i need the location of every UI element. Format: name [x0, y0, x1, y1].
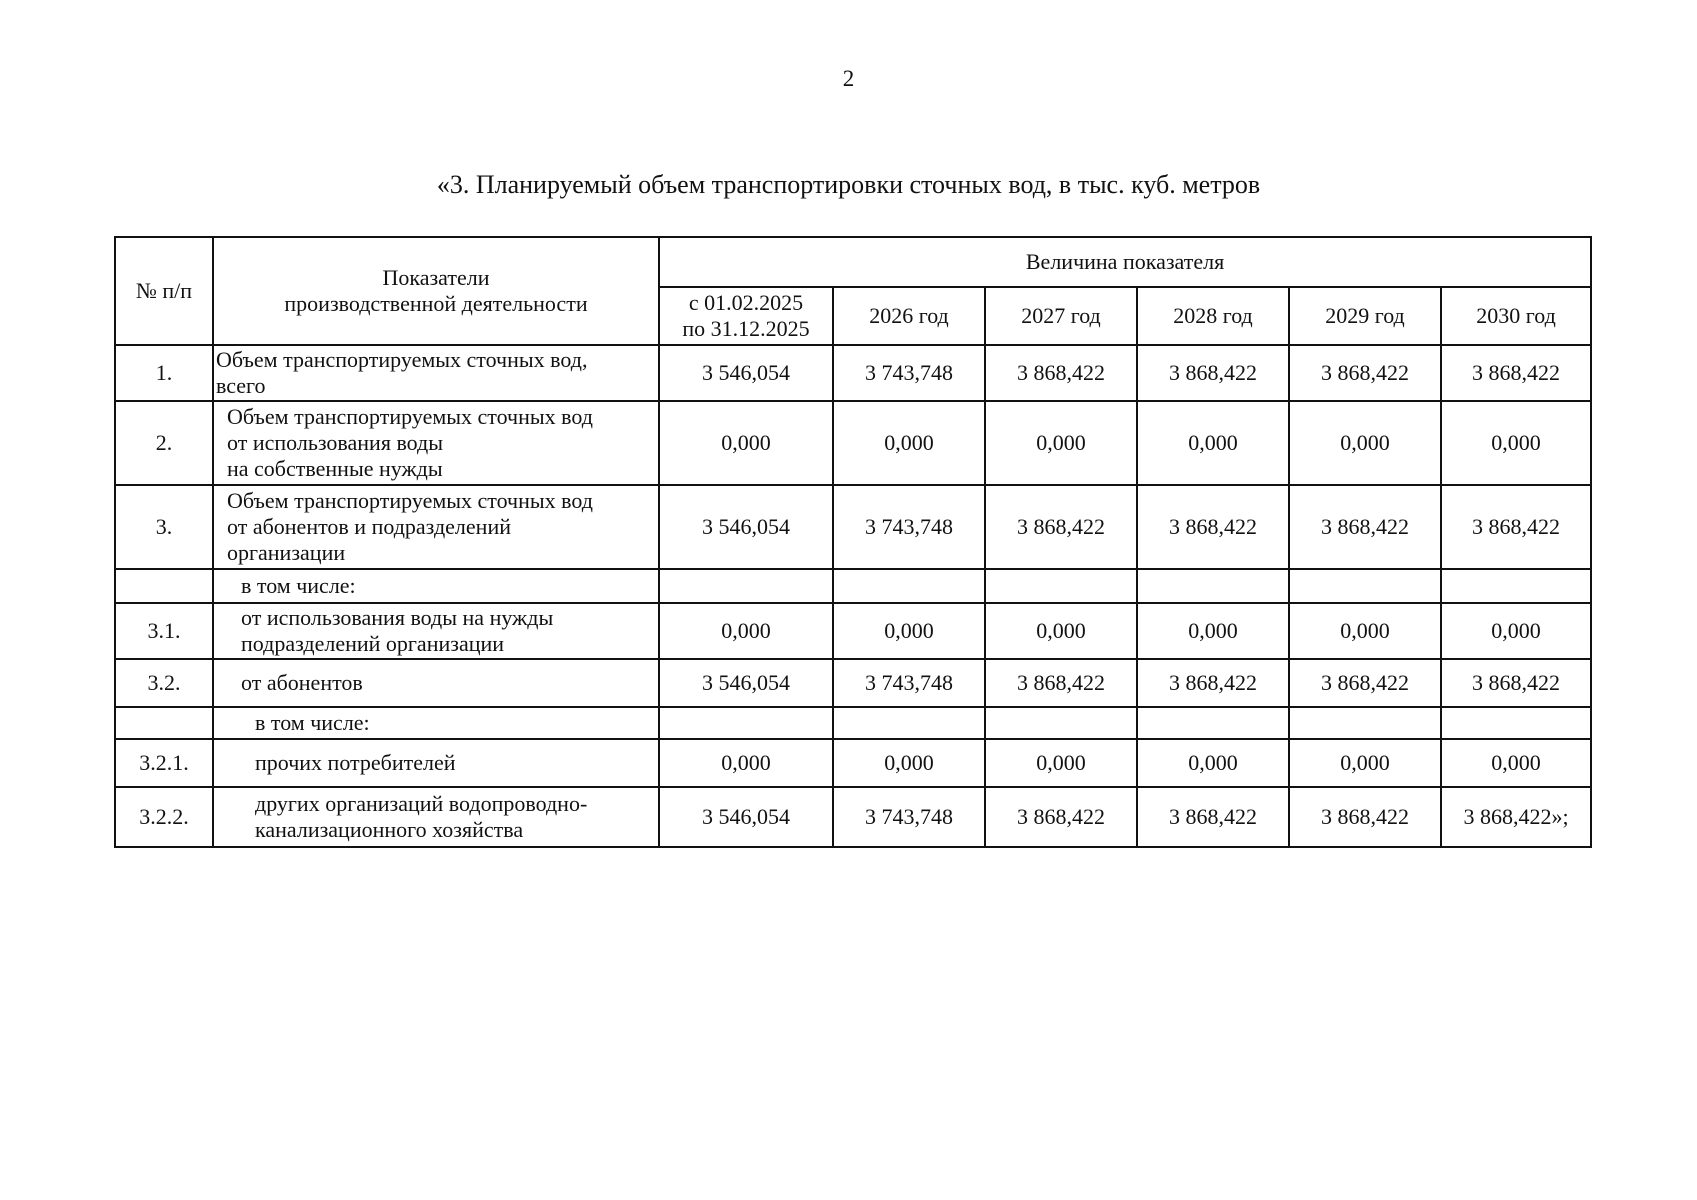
row-value: 3 868,422 — [1137, 659, 1289, 707]
row-indicator-line: в том числе: — [255, 710, 370, 735]
row-indicator-line: от абонентов — [241, 670, 363, 695]
row-value — [1289, 569, 1441, 603]
row-value: 0,000 — [1137, 739, 1289, 787]
row-indicator-line: в том числе: — [241, 573, 356, 598]
table-row — [115, 603, 1591, 659]
row-value: 0,000 — [1137, 603, 1289, 659]
row-value: 3 868,422 — [1289, 345, 1441, 401]
row-number — [115, 707, 213, 739]
row-number: 1. — [115, 345, 213, 401]
table-body — [115, 345, 1591, 847]
header-period-2027: 2027 год — [985, 287, 1137, 345]
row-value: 3 546,054 — [659, 659, 833, 707]
row-indicator-line: всего — [216, 373, 266, 398]
row-value — [659, 707, 833, 739]
row-value: 3 868,422 — [1289, 659, 1441, 707]
row-indicator-line: на собственные нужды — [227, 456, 443, 481]
section-heading: «3. Планируемый объем транспортировки сточных вод, в тыс. куб. метров — [436, 170, 1261, 199]
row-number: 3.2. — [115, 659, 213, 707]
row-indicator-line: от абонентов и подразделений — [227, 514, 511, 539]
row-value — [1441, 707, 1591, 739]
table-row — [115, 659, 1591, 707]
row-value — [833, 569, 985, 603]
row-value: 0,000 — [659, 603, 833, 659]
header-indicator-line: производственной деятельности — [284, 291, 588, 316]
row-indicator-line: от использования воды — [227, 430, 444, 455]
row-number: 3.2.1. — [115, 739, 213, 787]
table-row — [115, 739, 1591, 787]
table-row — [115, 569, 1591, 603]
row-value: 3 868,422 — [1137, 787, 1289, 847]
row-value: 0,000 — [1441, 739, 1591, 787]
row-indicator — [213, 569, 659, 603]
header-value-group: Величина показателя — [659, 237, 1591, 287]
row-indicator-line: Объем транспортируемых сточных вод — [227, 488, 593, 513]
row-value: 3 868,422 — [1137, 345, 1289, 401]
row-value: 3 868,422 — [985, 485, 1137, 569]
row-value: 3 868,422 — [985, 345, 1137, 401]
row-number: 3. — [115, 485, 213, 569]
row-value: 0,000 — [659, 401, 833, 485]
row-value — [985, 707, 1137, 739]
table-row — [115, 401, 1591, 485]
row-value — [1289, 707, 1441, 739]
row-value: 3 868,422 — [1289, 485, 1441, 569]
row-indicator-line: прочих потребителей — [255, 750, 456, 775]
row-value: 0,000 — [833, 739, 985, 787]
header-period-2029: 2029 год — [1289, 287, 1441, 345]
header-number: № п/п — [115, 237, 213, 345]
table-row — [115, 787, 1591, 847]
row-value: 3 868,422 — [985, 659, 1137, 707]
row-value: 0,000 — [1289, 401, 1441, 485]
row-value: 3 868,422 — [985, 787, 1137, 847]
row-value: 3 868,422 — [1289, 787, 1441, 847]
row-value: 0,000 — [833, 401, 985, 485]
header-period-2026: 2026 год — [833, 287, 985, 345]
header-indicator-line: Показатели — [382, 265, 490, 290]
row-indicator — [213, 707, 659, 739]
row-value: 0,000 — [1289, 739, 1441, 787]
row-number: 3.2.2. — [115, 787, 213, 847]
row-value: 3 743,748 — [833, 345, 985, 401]
row-value: 3 546,054 — [659, 485, 833, 569]
row-indicator-line: организации — [227, 540, 346, 565]
table-row — [115, 345, 1591, 401]
row-value: 0,000 — [1137, 401, 1289, 485]
row-value: 3 868,422 — [1441, 345, 1591, 401]
row-value: 0,000 — [659, 739, 833, 787]
row-value: 3 743,748 — [833, 787, 985, 847]
table-row — [115, 485, 1591, 569]
header-period-2030: 2030 год — [1441, 287, 1591, 345]
row-value: 0,000 — [833, 603, 985, 659]
row-number — [115, 569, 213, 603]
row-indicator — [213, 485, 659, 569]
row-indicator — [213, 787, 659, 847]
row-indicator — [213, 345, 659, 401]
row-indicator — [213, 659, 659, 707]
row-number: 2. — [115, 401, 213, 485]
row-value: 0,000 — [985, 401, 1137, 485]
row-value: 0,000 — [1289, 603, 1441, 659]
table-row — [115, 707, 1591, 739]
row-value: 3 868,422 — [1441, 485, 1591, 569]
row-value: 3 868,422 — [1441, 659, 1591, 707]
header-indicator — [213, 237, 659, 345]
row-value: 3 868,422»; — [1441, 787, 1591, 847]
row-value: 0,000 — [985, 603, 1137, 659]
row-value — [1137, 569, 1289, 603]
row-indicator-line: канализационного хозяйства — [255, 817, 524, 842]
row-indicator — [213, 401, 659, 485]
row-value — [659, 569, 833, 603]
header-period-line: с 01.02.2025 — [688, 290, 804, 315]
row-value: 0,000 — [1441, 603, 1591, 659]
row-value: 3 546,054 — [659, 787, 833, 847]
indicators-table — [114, 236, 1592, 848]
header-period-line: по 31.12.2025 — [682, 316, 810, 341]
row-value: 3 546,054 — [659, 345, 833, 401]
row-value: 3 868,422 — [1137, 485, 1289, 569]
row-indicator-line: подразделений организации — [241, 631, 505, 656]
row-value — [1441, 569, 1591, 603]
row-indicator — [213, 603, 659, 659]
row-indicator-line: Объем транспортируемых сточных вод — [227, 404, 593, 429]
row-value — [985, 569, 1137, 603]
page-number: 2 — [842, 66, 855, 91]
row-value: 3 743,748 — [833, 659, 985, 707]
row-indicator-line: других организаций водопроводно- — [255, 791, 588, 816]
row-indicator — [213, 739, 659, 787]
header-period-1 — [659, 287, 833, 345]
row-value: 3 743,748 — [833, 485, 985, 569]
row-number: 3.1. — [115, 603, 213, 659]
row-indicator-line: Объем транспортируемых сточных вод, — [216, 347, 588, 372]
row-value — [1137, 707, 1289, 739]
header-period-2028: 2028 год — [1137, 287, 1289, 345]
table-header — [115, 237, 1591, 345]
row-value: 0,000 — [1441, 401, 1591, 485]
row-indicator-line: от использования воды на нужды — [241, 605, 554, 630]
row-value: 0,000 — [985, 739, 1137, 787]
row-value — [833, 707, 985, 739]
